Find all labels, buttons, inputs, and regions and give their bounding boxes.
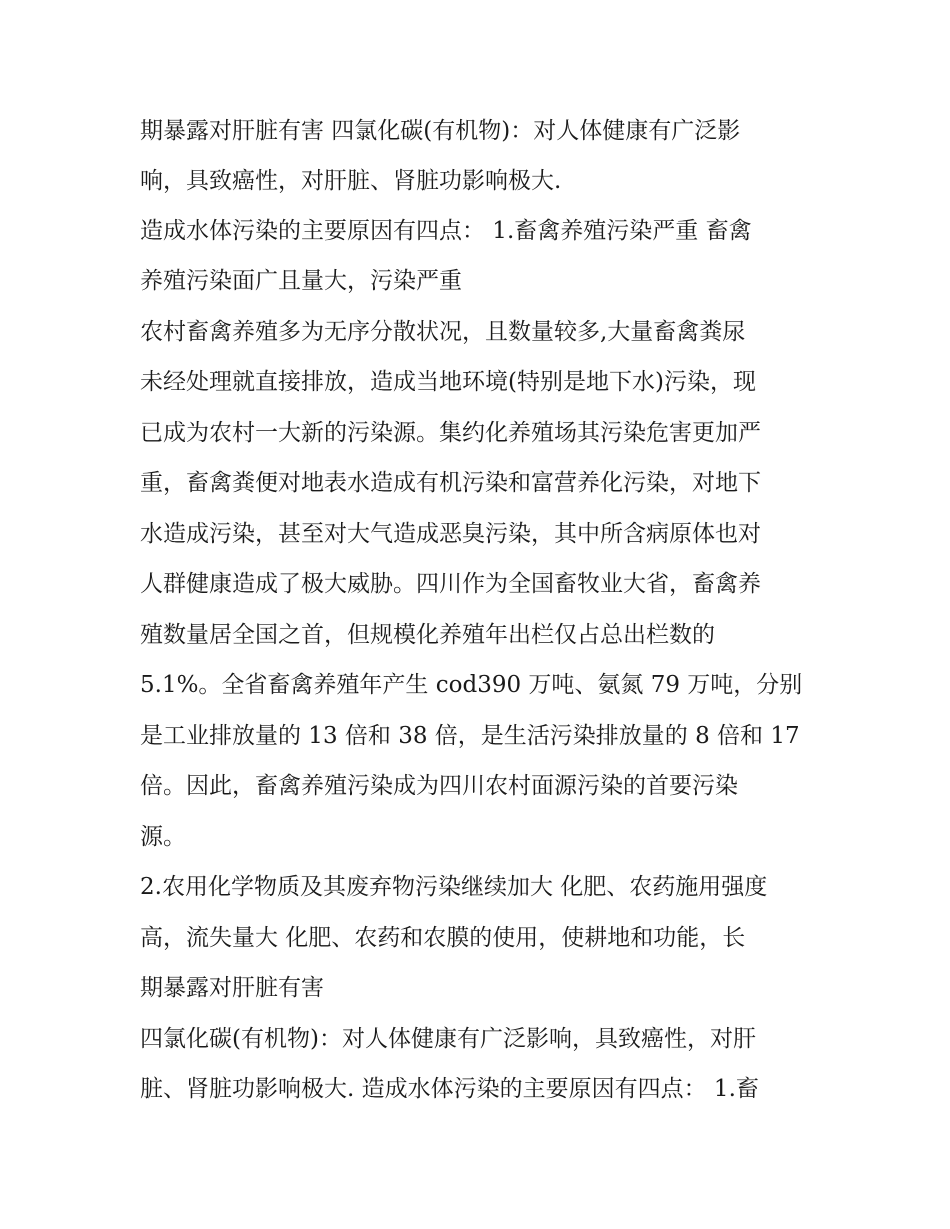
text-line: 水造成污染，甚至对大气造成恶臭污染，其中所含病原体也对 bbox=[140, 521, 761, 547]
text-line: 农村畜禽养殖多为无序分散状况，且数量较多,大量畜禽粪尿 bbox=[140, 319, 746, 345]
text-line: 重，畜禽粪便对地表水造成有机污染和富营养化污染，对地下 bbox=[140, 470, 761, 496]
text-line: 响，具致癌性，对肝脏、肾脏功影响极大. bbox=[140, 168, 562, 194]
text-line: 未经处理就直接排放，造成当地环境(特别是地下水)污染，现 bbox=[140, 369, 756, 395]
text-line: 5.1%。全省畜禽养殖年产生 cod390 万吨、氨氮 79 万吨，分别 bbox=[140, 672, 803, 698]
text-line: 2.农用化学物质及其废弃物污染继续加大 化肥、农药施用强度 bbox=[140, 874, 768, 900]
text-line: 高，流失量大 化肥、农药和农膜的使用，使耕地和功能，长 bbox=[140, 925, 746, 951]
text-line: 期暴露对肝脏有害 bbox=[140, 975, 324, 1001]
text-line: 倍。因此，畜禽养殖污染成为四川农村面源污染的首要污染 bbox=[140, 773, 738, 799]
text-line: 四氯化碳(有机物)：对人体健康有广泛影响，具致癌性，对肝 bbox=[140, 1026, 756, 1052]
text-line: 造成水体污染的主要原因有四点： 1.畜禽养殖污染严重 畜禽 bbox=[140, 218, 752, 244]
text-line: 期暴露对肝脏有害 四氯化碳(有机物)：对人体健康有广泛影 bbox=[140, 118, 741, 144]
text-line: 人群健康造成了极大威胁。四川作为全国畜牧业大省，畜禽养 bbox=[140, 571, 761, 597]
text-line: 脏、肾脏功影响极大. 造成水体污染的主要原因有四点： 1.畜 bbox=[140, 1076, 759, 1102]
text-line: 源。 bbox=[140, 824, 186, 850]
text-line: 养殖污染面广且量大，污染严重 bbox=[140, 268, 462, 294]
text-line: 已成为农村一大新的污染源。集约化养殖场其污染危害更加严 bbox=[140, 420, 761, 446]
text-line: 是工业排放量的 13 倍和 38 倍，是生活污染排放量的 8 倍和 17 bbox=[140, 723, 800, 749]
text-line: 殖数量居全国之首，但规模化养殖年出栏仅占总出栏数的 bbox=[140, 622, 715, 648]
